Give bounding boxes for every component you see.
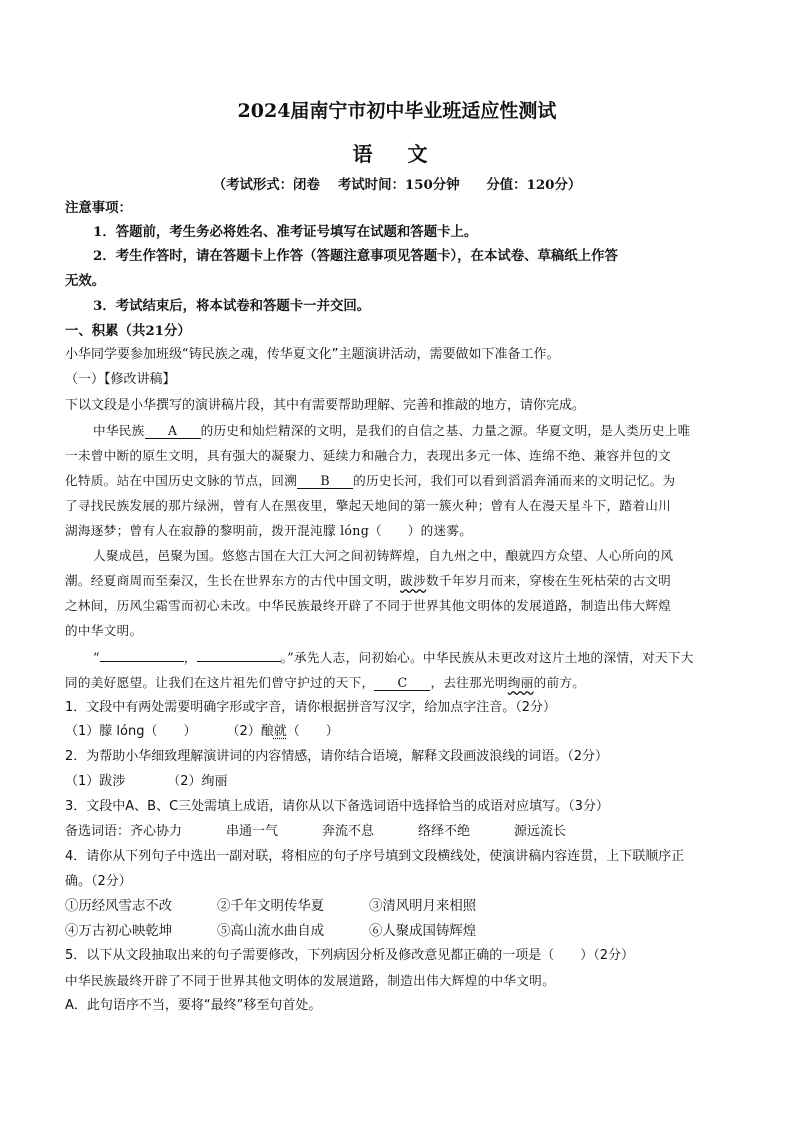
question-4-line-2: 确。（2分）: [65, 874, 132, 889]
passage-p1-line-1: [93, 421, 691, 441]
question-4-line-1: 4．请你从下列句子中选出一副对联，将相应的句子序号填到文段横线处，使演讲稿内容连贯，上下联顺序正: [65, 849, 685, 864]
passage-text: ，: [183, 650, 197, 665]
notice-heading: 注意事项：: [65, 200, 132, 216]
question-4-options-row-2: [65, 922, 476, 942]
passage-p2-line-4: 的中华文明。: [65, 623, 143, 638]
question-5: 5．以下从文段抽取出来的句子需要修改，下列病因分析及修改意见都正确的一项是（ ）（2分）: [65, 948, 635, 963]
wavy-word-xuanli: 绚丽: [507, 675, 534, 690]
question-1: 1．文段中有两处需要明确字形或字音，请你根据拼音写汉字，给加点字注音。（2分）: [65, 700, 557, 715]
candidate-word: 奔流不息: [322, 824, 375, 839]
passage-text: 中华民族: [93, 423, 145, 438]
passage-text: ，去往那光明: [430, 675, 508, 690]
q2-item-2: （2）绚丽: [167, 774, 228, 789]
blank-a: A: [145, 423, 201, 439]
blank-b: B: [297, 473, 353, 489]
subject-title: 语 文: [352, 142, 442, 166]
notice-item-2-line-1: 2．考生作答时，请在答题卡上作答（答题注意事项见答题卡），在本试卷、草稿纸上作答: [93, 248, 618, 264]
passage-text: “: [93, 650, 100, 665]
couplet-option: ④万古初心映乾坤: [65, 924, 173, 939]
q1-item-2-paren: （ ）: [286, 724, 339, 739]
passage-text: 的前方。: [533, 675, 586, 690]
candidate-word: 齐心协力: [130, 824, 183, 839]
blank-couplet-1: [100, 661, 184, 662]
passage-p1-line-4: 了寻找民族发展的那片绿洲，曾有人在黑夜里，擎起天地间的第一簇火种；曾有人在漫天星斗下，踏着山川: [65, 498, 672, 513]
exam-info: （考试形式：闭卷 考试时间：150分钟 分值：120分）: [212, 177, 582, 193]
notice-item-3: 3．考试结束后，将本试卷和答题卡一并交回。: [93, 298, 371, 314]
q1-item-1: （1）朦 lóng（ ）: [65, 724, 197, 739]
q1-item-2: （2）酿: [226, 724, 274, 739]
exam-title: 2024届南宁市初中毕业班适应性测试: [237, 100, 557, 122]
candidates-label: 备选词语：: [65, 824, 131, 839]
passage-text: 化特质。站在中国历史文脉的节点，回溯: [65, 473, 298, 488]
question-2-items: [65, 772, 228, 792]
couplet-option: ③清风明月来相照: [369, 899, 477, 914]
question-2: 2．为帮助小华细致理解演讲词的内容情感，请你结合语境，解释文段画波浪线的词语。（2分）: [65, 749, 609, 764]
question-5-option-a: A．此句语序不当，要将“最终”移至句首处。: [65, 998, 322, 1013]
question-4-options-row-1: [65, 897, 476, 917]
passage-text: 的历史长河，我们可以看到滔滔奔涌而来的文明记忆。为: [353, 473, 676, 488]
couplet-option: ⑤高山流水曲自成: [217, 924, 325, 939]
candidate-word: 串通一气: [226, 824, 279, 839]
wavy-word-bashe: 跋涉: [400, 573, 427, 588]
section-1-intro: 小华同学要参加班级“铸民族之魂，传华夏文化”主题演讲活动，需要做如下准备工作。: [65, 347, 560, 362]
q2-item-1: （1）跋涉: [65, 774, 126, 789]
couplet-option: ①历经风雪志不改: [65, 899, 173, 914]
notice-item-2-line-2: 无效。: [65, 273, 106, 289]
passage-p3-line-1: [93, 648, 694, 668]
passage-text: 同的美好愿望。让我们在这片祖先们曾守护过的天下，: [65, 675, 375, 690]
passage-p3-line-2: [65, 673, 585, 693]
passage-text: 。”承先人志，问初始心。中华民族从未更改对这片土地的深情，对天下大: [280, 650, 694, 665]
section-1-heading: 一、积累（共21分）: [65, 323, 191, 339]
blank-couplet-2: [197, 661, 281, 662]
passage-text: 的历史和灿烂精深的文明，是我们的自信之基、力量之源。华夏文明，是人类历史上唯: [200, 423, 691, 438]
passage-p2-line-2: [65, 571, 671, 591]
notice-item-1: 1．答题前，考生务必将姓名、准考证号填写在试题和答题卡上。: [93, 224, 478, 240]
passage-p1-line-2: 一未曾中断的原生文明，具有强大的凝聚力、延续力和融合力，表现出多元一体、连绵不绝、兼容并包的文: [65, 448, 672, 463]
couplet-option: ⑥人聚成国铸辉煌: [369, 924, 477, 939]
passage-p1-line-5: 湖海逐梦；曾有人在寂静的黎明前，拨开混沌朦 lóng（ ）的迷雾。: [65, 523, 473, 538]
candidate-word: 络绎不绝: [418, 824, 471, 839]
blank-c: C: [374, 675, 430, 691]
question-3: 3．文段中A、B、C三处需填上成语，请你从以下备选词语中选择恰当的成语对应填写。（3分）: [65, 799, 609, 814]
sub-heading-revise: （一）【修改讲稿】: [65, 372, 176, 387]
question-5-sentence: 中华民族最终开辟了不同于世界其他文明体的发展道路，制造出伟大辉煌的中华文明。: [65, 973, 555, 988]
question-1-items: [65, 722, 339, 742]
passage-p1-line-3: [65, 471, 675, 491]
couplet-option: ②千年文明传华夏: [217, 899, 325, 914]
question-3-candidates: [65, 822, 566, 842]
passage-p2-line-3: 之林间，历风尘霜雪而初心未改。中华民族最终开辟了不同于世界其他文明体的发展道路，制造出伟大辉煌: [65, 598, 672, 613]
candidate-word: 源远流长: [514, 824, 567, 839]
dotted-char-jiu: 就: [273, 724, 287, 739]
sub-intro: 下以文段是小华撰写的演讲稿片段，其中有需要帮助理解、完善和推敲的地方，请你完成。: [65, 398, 586, 413]
passage-text: 数千年岁月而来，穿梭在生死枯荣的古文明: [426, 573, 672, 588]
passage-p2-line-1: 人聚成邑，邑聚为国。悠悠古国在大江大河之间初铸辉煌，自九州之中，酿就四方众望、人心所向的风: [93, 548, 674, 563]
passage-text: 潮。经夏商周而至秦汉，生长在世界东方的古代中国文明，: [65, 573, 401, 588]
